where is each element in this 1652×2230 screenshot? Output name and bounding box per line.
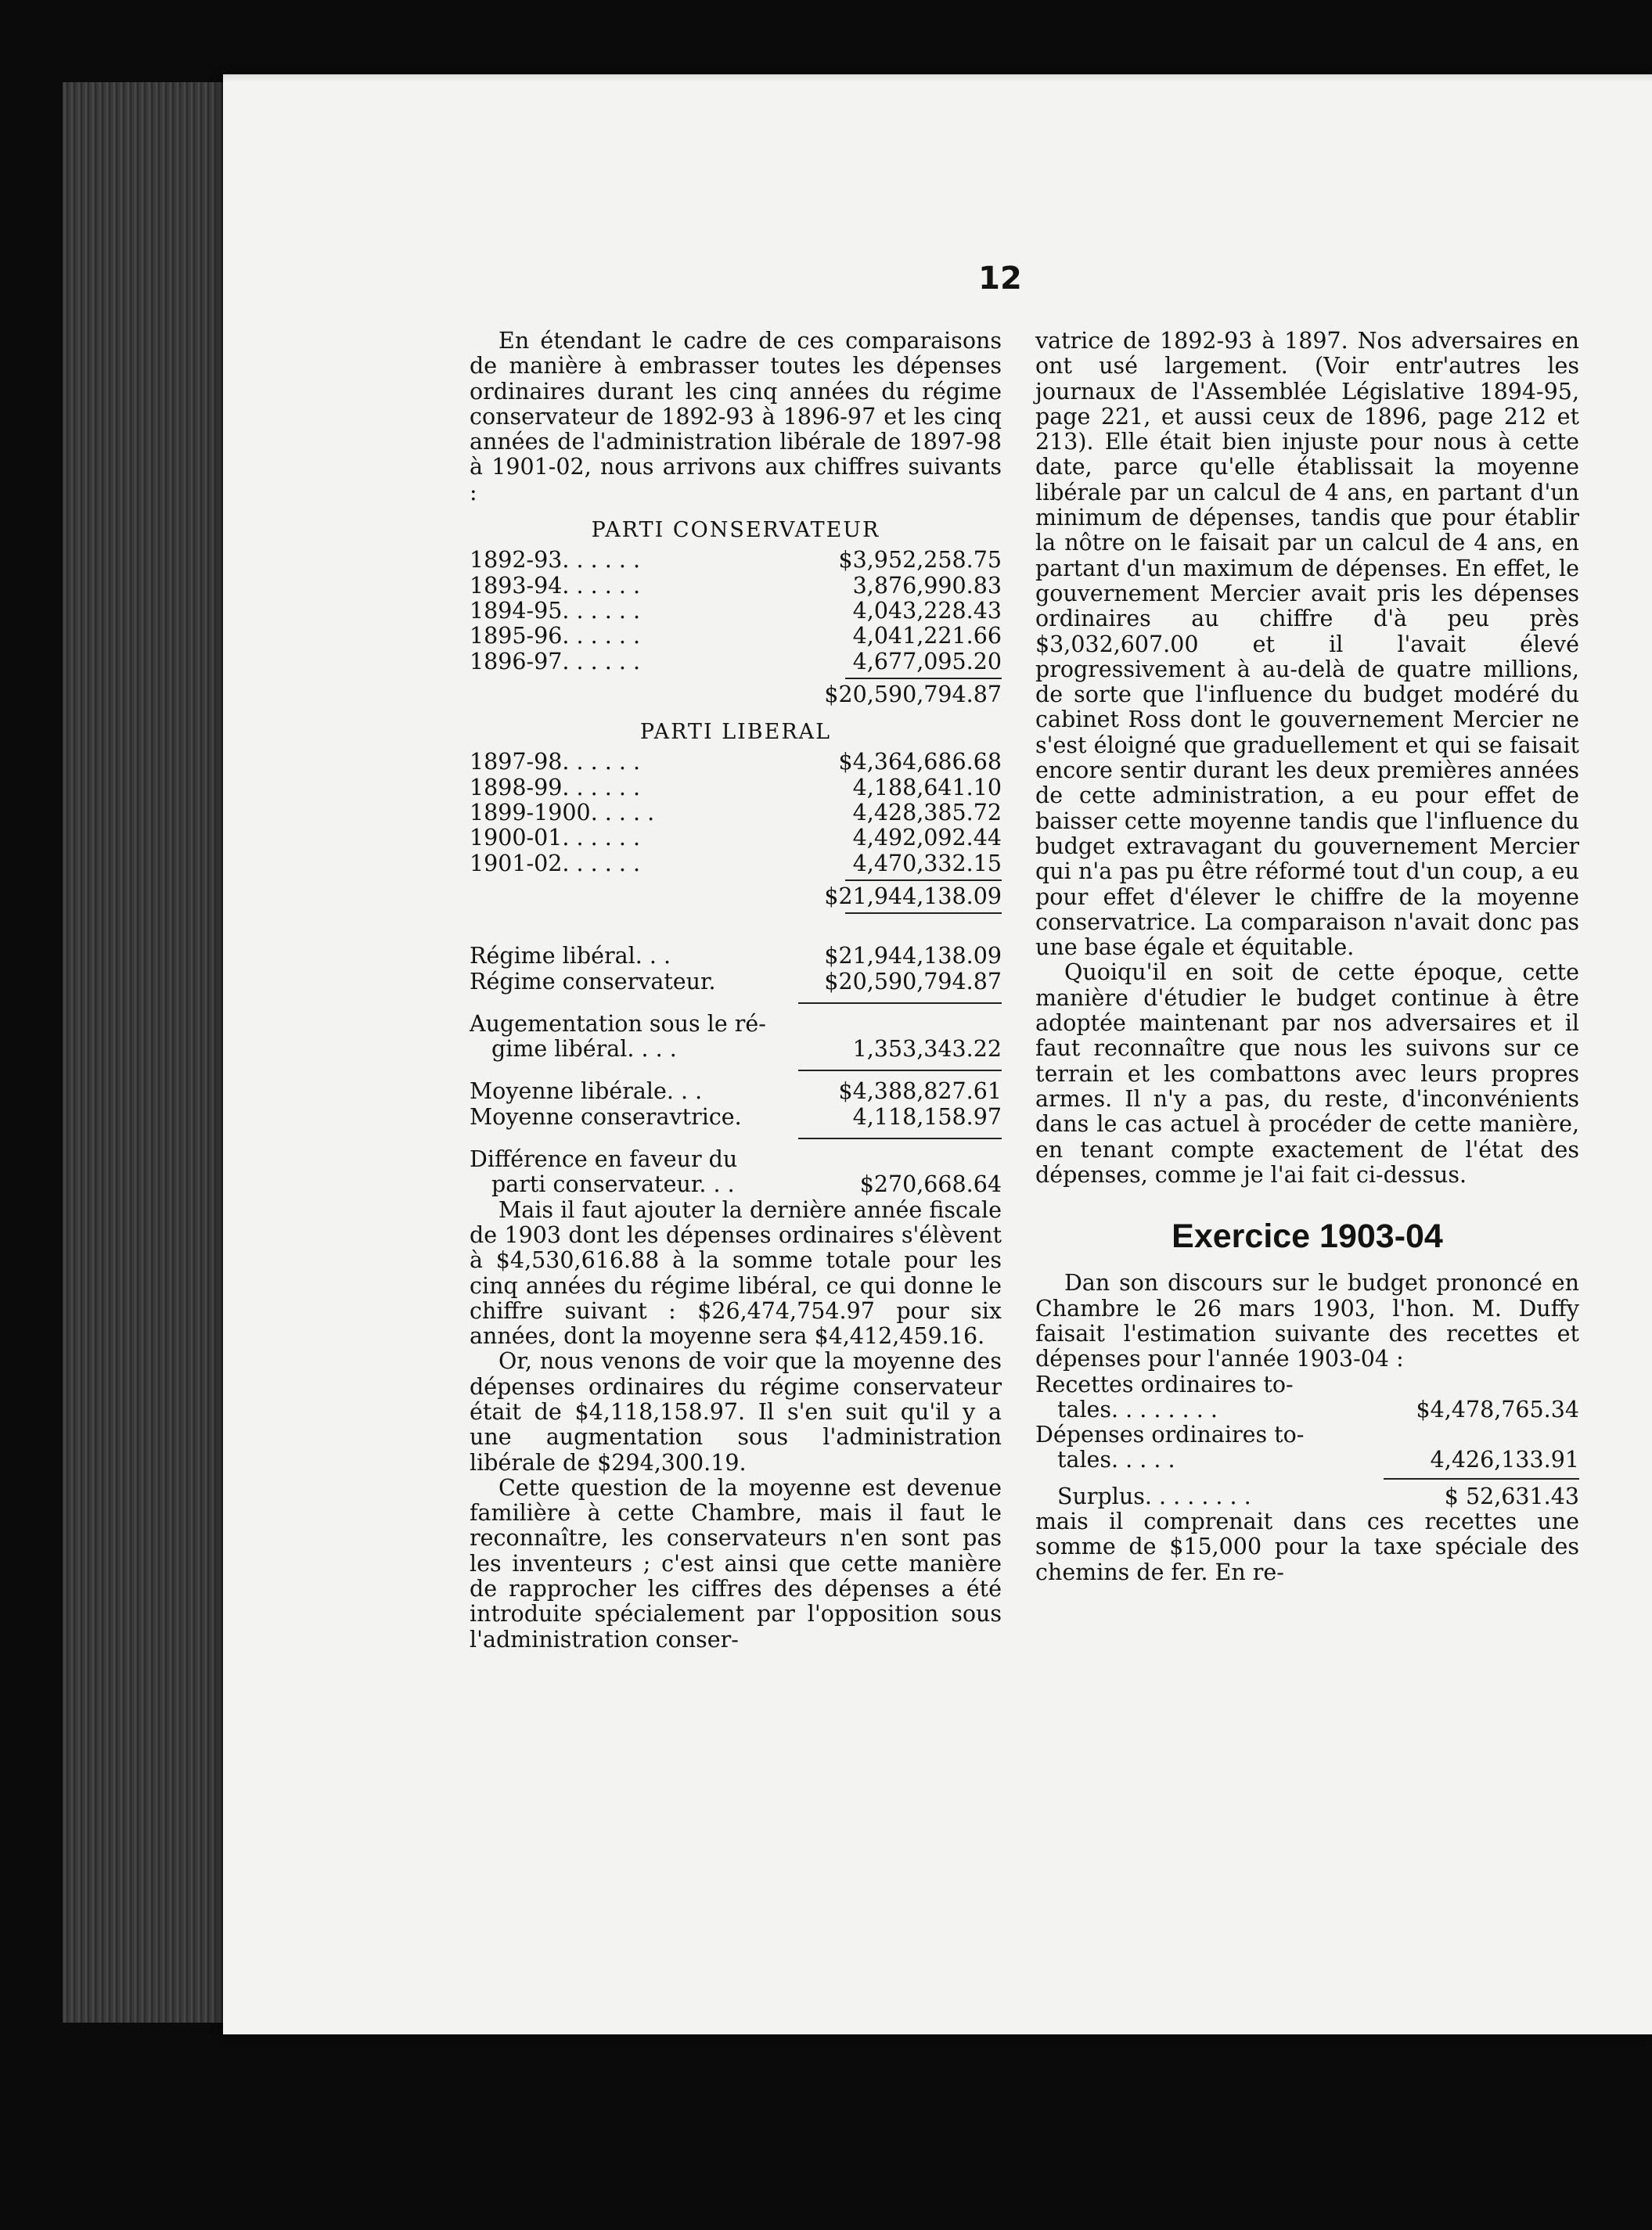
liberal-total: $21,944,138.09 [824,883,1002,909]
surplus-row: Surplus. . . . . . . . $ 52,631.43 [1057,1483,1579,1509]
difference-label-1: Différence en faveur du [470,1146,738,1173]
divider [845,678,1002,679]
intro-paragraph: En étendant le cadre de ces comparaisons de manière à embrasser toutes les dépenses ordinaires durant les cinq années du régime conservateur de 1892-93 à 1896-97 et les cinq années de l'administration libérale de 1897-98 à 1901-02, nous arrivons aux chiffres suivants : [470,328,1002,505]
table-row: 1892-93. . . . . . $3,952,258.75 [470,547,1002,574]
divider [845,879,1002,881]
augmentation-label-1: Augementation sous le ré- [470,1010,766,1037]
recettes-row: tales. . . . . . . . $4,478,765.34 [1057,1396,1579,1423]
table-row: 1894-95. . . . . . 4,043,228.43 [470,597,1002,624]
paragraph: vatrice de 1892-93 à 1897. Nos adversaires en ont usé largement. (Voir entr'autres les journaux de l'Assemblée Législative 1894-95, page 221, et aussi ceux de 1896, page 212 et 213). Elle était bien injuste pour nous à cette date, parce qu'elle établissait la moyenne libérale par un calcul de 4 ans, en partant d'un minimum de dépenses, tandis que pour établir la nôtre on le faisait par un calcul de 4 ans, en partant d'un maximum de dépenses. En effet, le gouvernement Mercier avait pris les dépenses ordinaires au chiffre d'à peu près $3,032,607.00 et il l'avait élevé progressivement à au-delà de quatre millions, de sorte que l'influence du budget modéré du cabinet Ross dont le gouvernement Mercier ne s'est éloigné que graduellement et qui se faisait encore sentir durant les deux premières années de cette administration, a eu pour effet de baisser cette moyenne tandis que l'influence du budget extravagant du gouvernement Mercier qui n'a pas pu être réformé tout d'un coup, a eu pour effet d'élever le chiffre de la moyenne conservatrice. La comparaison n'avait donc pas une base égale et équitable. [1035,328,1579,961]
depenses-row: tales. . . . . 4,426,133.91 [1057,1447,1579,1473]
table-row: 1896-97. . . . . . 4,677,095.20 [470,648,1002,674]
depenses-label-1: Dépenses ordinaires to- [1035,1422,1305,1448]
paragraph: Mais il faut ajouter la dernière année fiscale de 1903 dont les dépenses ordinaires s'élèvent à $4,530,616.88 à la somme totale pour les cinq années du régime libéral, ce qui donne le chiffre suivant : $26,474,754.97 pour six années, dont la moyenne sera $4,412,459.16. [470,1196,1002,1350]
conservative-table [470,548,1002,674]
regime-row: Régime conservateur. $20,590,794.87 [470,968,1002,995]
divider [1384,1478,1579,1480]
table-row: 1901-02. . . . . . 4,470,332.15 [470,850,1002,876]
table-row: 1895-96. . . . . . 4,041,221.66 [470,623,1002,649]
divider [798,1002,1002,1004]
liberal-table [470,750,1002,876]
moyenne-row: Moyenne libérale. . . $4,388,827.61 [470,1078,1002,1105]
section-title: Exercice 1903-04 [1172,1218,1443,1256]
recettes-label-1: Recettes ordinaires to- [1035,1371,1294,1397]
table-row: 1897-98. . . . . . $4,364,686.68 [470,749,1002,775]
scan-backdrop [63,82,243,2023]
left-column [470,329,1002,1653]
conservative-heading: PARTI CONSERVATEUR [591,518,880,543]
divider [798,1070,1002,1071]
page-top-edge [223,74,1652,82]
divider [845,912,1002,914]
paragraph: Dan son discours sur le budget prononcé en Chambre le 26 mars 1903, l'hon. M. Duffy faisait l'estimation suivante des recettes et dépenses pour l'année 1903-04 : [1035,1270,1579,1372]
paragraph: Or, nous venons de voir que la moyenne des dépenses ordinaires du régime conservateur était de $4,118,158.97. Il s'en suit qu'il y a une augmentation sous l'administration libérale de $294,300.19. [470,1348,1002,1476]
table-row: 1900-01. . . . . . 4,492,092.44 [470,825,1002,851]
liberal-heading: PARTI LIBERAL [639,720,832,745]
augmentation-row: gime libéral. . . . 1,353,343.22 [491,1036,1002,1063]
regime-row: Régime libéral. . . $21,944,138.09 [470,943,1002,969]
table-row: 1893-94. . . . . . 3,876,990.83 [470,572,1002,599]
right-column [1035,329,1579,1585]
conservative-total: $20,590,794.87 [824,681,1002,707]
difference-row: parti conservateur. . . $270,668.64 [491,1171,1002,1198]
page-number: 12 [978,261,1022,297]
table-row: 1899-1900. . . . . 4,428,385.72 [470,800,1002,826]
table-row: 1898-99. . . . . . 4,188,641.10 [470,774,1002,800]
paragraph: Quoiqu'il en soit de cette époque, cette manière d'étudier le budget continue à être adoptée maintenant par nos adversaires et il faut reconnaître que nous les suivons sur ce terrain et les combattons avec leurs propres armes. Il n'y a pas, du reste, d'inconvénients dans le cas actuel à procéder de cette manière, en tenant compte exactement de l'état des dépenses, comme je l'ai fait ci-dessus. [1035,959,1579,1188]
divider [798,1138,1002,1139]
paragraph: mais il comprenait dans ces recettes une somme de $15,000 pour la taxe spéciale des chemins de fer. En re- [1035,1509,1579,1585]
moyenne-row: Moyenne conseravtrice. 4,118,158.97 [470,1103,1002,1130]
paragraph: Cette question de la moyenne est devenue familière à cette Chambre, mais il faut le reconnaître, les conservateurs n'en sont pas les inventeurs ; c'est ainsi que cette manière de rapprocher les ciffres des dépenses a été introduite spécialement par l'opposition sous l'administration conser- [470,1474,1002,1653]
